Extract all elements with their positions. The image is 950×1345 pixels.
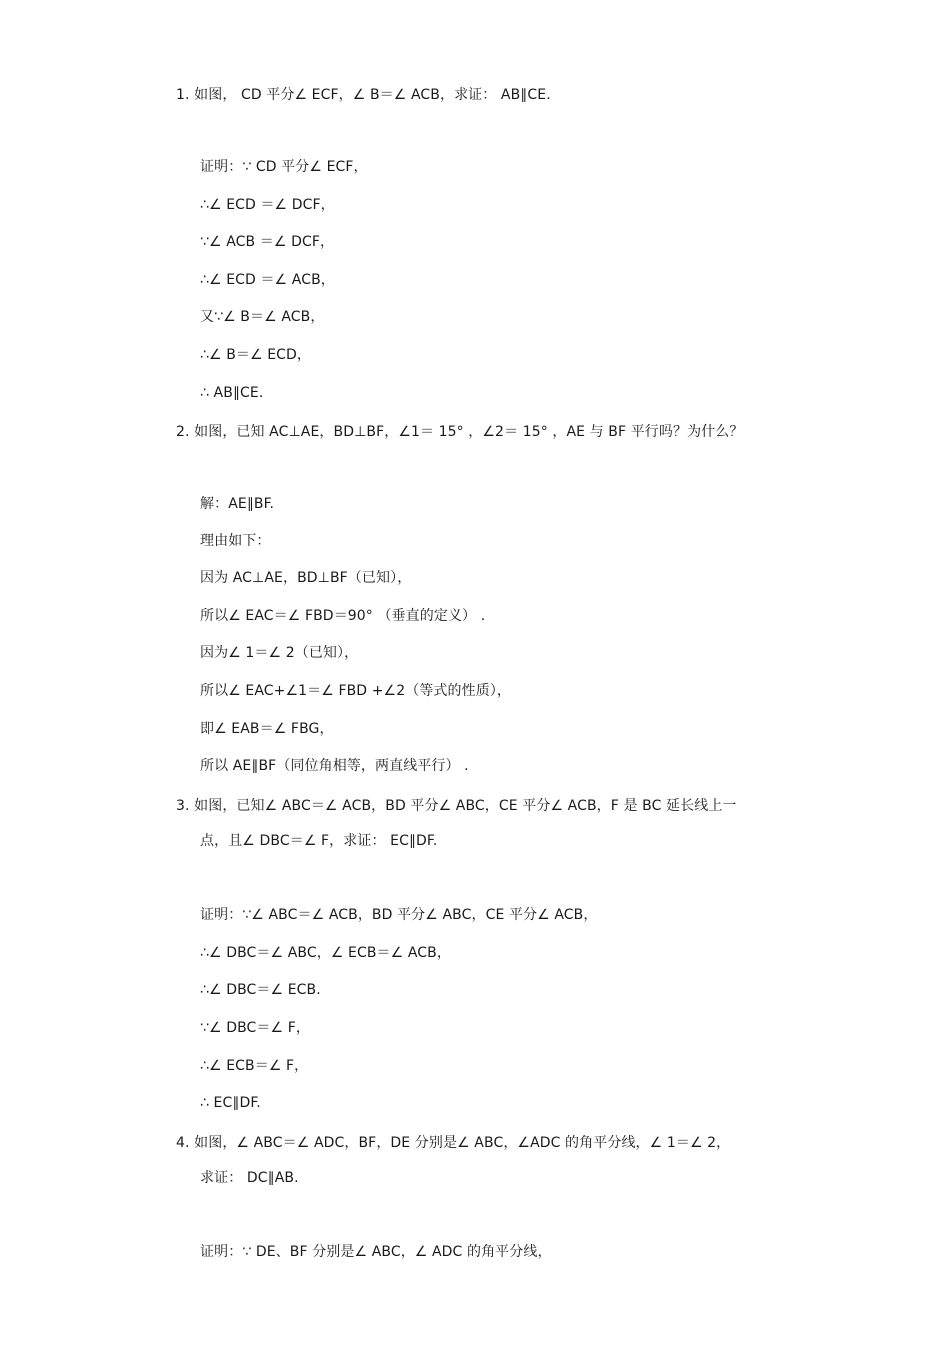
problem-1-answer-line-1: 证明：∵ CD 平分∠ ECF， — [200, 159, 368, 175]
problem-3-answer-line-3: ∴∠ DBC＝∠ ECB. — [200, 982, 321, 998]
problem-1-number: 1. — [176, 87, 190, 103]
problem-3-answer-line-6: ∴ EC∥DF. — [200, 1095, 261, 1111]
problem-2-number: 2. — [176, 424, 190, 440]
problem-2-answer-line-8: 所以 AE∥BF（同位角相等，两直线平行） . — [200, 758, 469, 774]
problem-1-answer-line-5: 又∵∠ B＝∠ ACB， — [200, 309, 325, 325]
problem-2-answer-line-3: 因为 AC⊥AE，BD⊥BF（已知）， — [200, 570, 412, 586]
problem-3-question-line-1 — [176, 797, 737, 815]
problem-3-answer-line-5: ∴∠ ECB＝∠ F， — [200, 1058, 309, 1074]
problem-2-question-line-1 — [176, 423, 744, 441]
problem-3-answer-line-4: ∵∠ DBC＝∠ F， — [200, 1020, 310, 1036]
problem-4-question-line-1 — [176, 1134, 730, 1152]
problem-3-question-text: 如图，已知∠ ABC＝∠ ACB，BD 平分∠ ABC，CE 平分∠ ACB，F 是 BC 延长线上一 — [194, 798, 737, 814]
problem-3-number: 3. — [176, 798, 190, 814]
problem-3-question-line-2: 点，且∠ DBC＝∠ F，求证： EC∥DF. — [200, 833, 438, 849]
problem-1-answer-line-2: ∴∠ ECD ＝∠ DCF， — [200, 197, 335, 213]
problem-2-question-text: 如图，已知 AC⊥AE，BD⊥BF，∠1＝ 15° ，∠2＝ 15° ，AE 与 BF 平行吗？为什么？ — [194, 424, 744, 440]
problem-1-question-text: 如图， CD 平分∠ ECF，∠ B＝∠ ACB，求证： AB∥CE. — [194, 87, 551, 103]
problem-3-answer-line-2: ∴∠ DBC＝∠ ABC，∠ ECB＝∠ ACB， — [200, 945, 451, 961]
problem-2-answer-line-5: 因为∠ 1＝∠ 2（已知）， — [200, 645, 359, 661]
problem-2-answer-line-2: 理由如下： — [200, 533, 271, 549]
problem-1-question-line-1 — [176, 86, 551, 104]
problem-1-answer-line-3: ∵∠ ACB ＝∠ DCF， — [200, 234, 335, 250]
problem-4-question-text: 如图，∠ ABC＝∠ ADC，BF，DE 分别是∠ ABC，∠ADC 的角平分线，∠ 1＝∠ 2， — [194, 1135, 731, 1151]
problem-1-answer-line-7: ∴ AB∥CE. — [200, 385, 264, 401]
problem-2-answer-line-1: 解：AE∥BF. — [200, 496, 275, 512]
problem-1-answer-line-4: ∴∠ ECD ＝∠ ACB， — [200, 272, 335, 288]
problem-2-answer-line-6: 所以∠ EAC+∠1＝∠ FBD +∠2（等式的性质）， — [200, 683, 512, 699]
problem-4-question-line-2: 求证： DC∥AB. — [200, 1170, 299, 1186]
problem-3-answer-line-1: 证明：∵∠ ABC＝∠ ACB，BD 平分∠ ABC，CE 平分∠ ACB， — [200, 907, 598, 923]
problem-1-answer-line-6: ∴∠ B＝∠ ECD， — [200, 347, 312, 363]
problem-4-number: 4. — [176, 1135, 190, 1151]
problem-2-answer-line-7: 即∠ EAB＝∠ FBG， — [200, 721, 334, 737]
problem-4-answer-line-1: 证明：∵ DE、BF 分别是∠ ABC，∠ ADC 的角平分线， — [200, 1244, 552, 1260]
problem-2-answer-line-4: 所以∠ EAC＝∠ FBD＝90° （垂直的定义） . — [200, 608, 486, 624]
